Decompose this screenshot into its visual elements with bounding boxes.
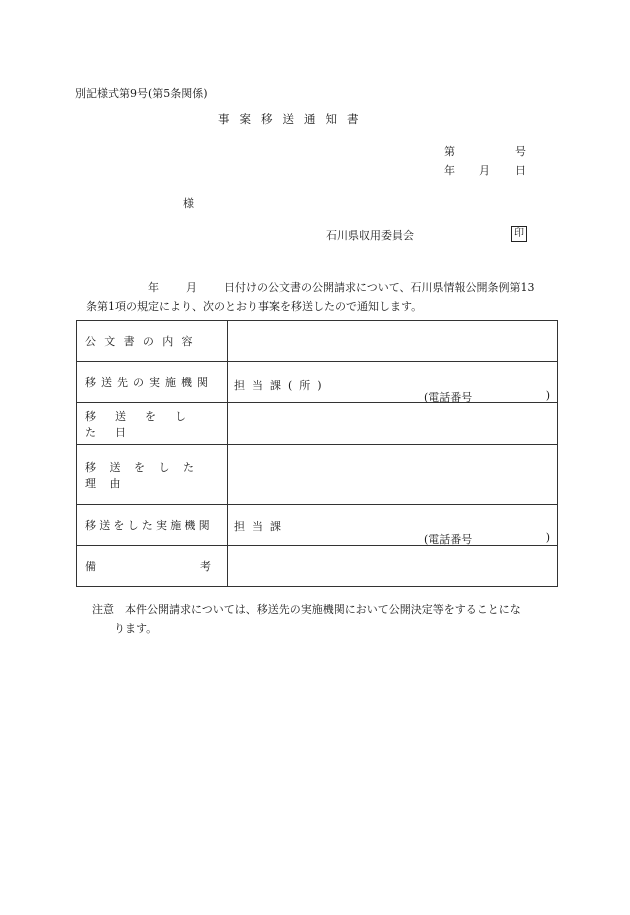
document-title: 事案移送通知書 [218,112,369,126]
body-line-1-text: 日付けの公文書の公開請求について、石川県情報公開条例第13 [224,281,535,294]
notice-body [86,278,556,316]
addressee-honorific: 様 [183,197,194,210]
table-row [77,505,558,546]
seal-mark: 印 [511,226,527,242]
body-month: 月 [186,281,197,294]
table-row [77,403,558,445]
phone-close: ) [545,531,550,544]
label-remarks-left: 備 [85,560,96,573]
responsible-section-label: 担当課 [234,520,288,533]
body-line-2: 条第1項の規定により、次のとおり事案を移送したので通知します。 [86,300,423,313]
body-year: 年 [148,281,159,294]
note-line-2: ります。 [114,622,158,635]
phone-close: ) [545,389,550,402]
form-identifier: 別記様式第9号(第5条関係) [75,87,208,100]
table-row [77,445,558,505]
value-document-content [228,321,558,362]
table-row [77,362,558,403]
label-remarks [85,558,211,574]
label-transfer-date: 移送をした日 [85,409,205,439]
label-remarks-right: 考 [200,560,211,573]
label-document-content: 公文書の内容 [85,335,201,348]
responsible-section-label: 担当課(所) [234,379,329,392]
date-month: 月 [479,164,490,177]
doc-number-suffix: 号 [515,145,526,158]
doc-number-prefix: 第 [444,145,455,158]
value-transferring-agency [228,505,558,546]
caution-note [92,600,562,638]
phone-label: (電話番号 [424,533,473,546]
issuer-name: 石川県収用委員会 [326,229,414,242]
value-destination-agency [228,362,558,403]
transfer-details-table [76,320,558,587]
date-day: 日 [515,164,526,177]
label-destination-agency: 移送先の実施機関 [85,376,213,389]
label-transfer-reason: 移送をした理由 [85,460,208,490]
phone-label: (電話番号 [424,391,473,404]
table-row [77,546,558,587]
body-line-1 [86,278,556,297]
value-remarks [228,546,558,587]
label-transferring-agency: 移送をした実施機関 [85,519,213,532]
note-line-1: 注意 本件公開請求については、移送先の実施機関において公開決定等をすることにな [92,603,521,616]
date-year: 年 [444,164,455,177]
table-row [77,321,558,362]
value-transfer-date [228,403,558,445]
value-transfer-reason [228,445,558,505]
